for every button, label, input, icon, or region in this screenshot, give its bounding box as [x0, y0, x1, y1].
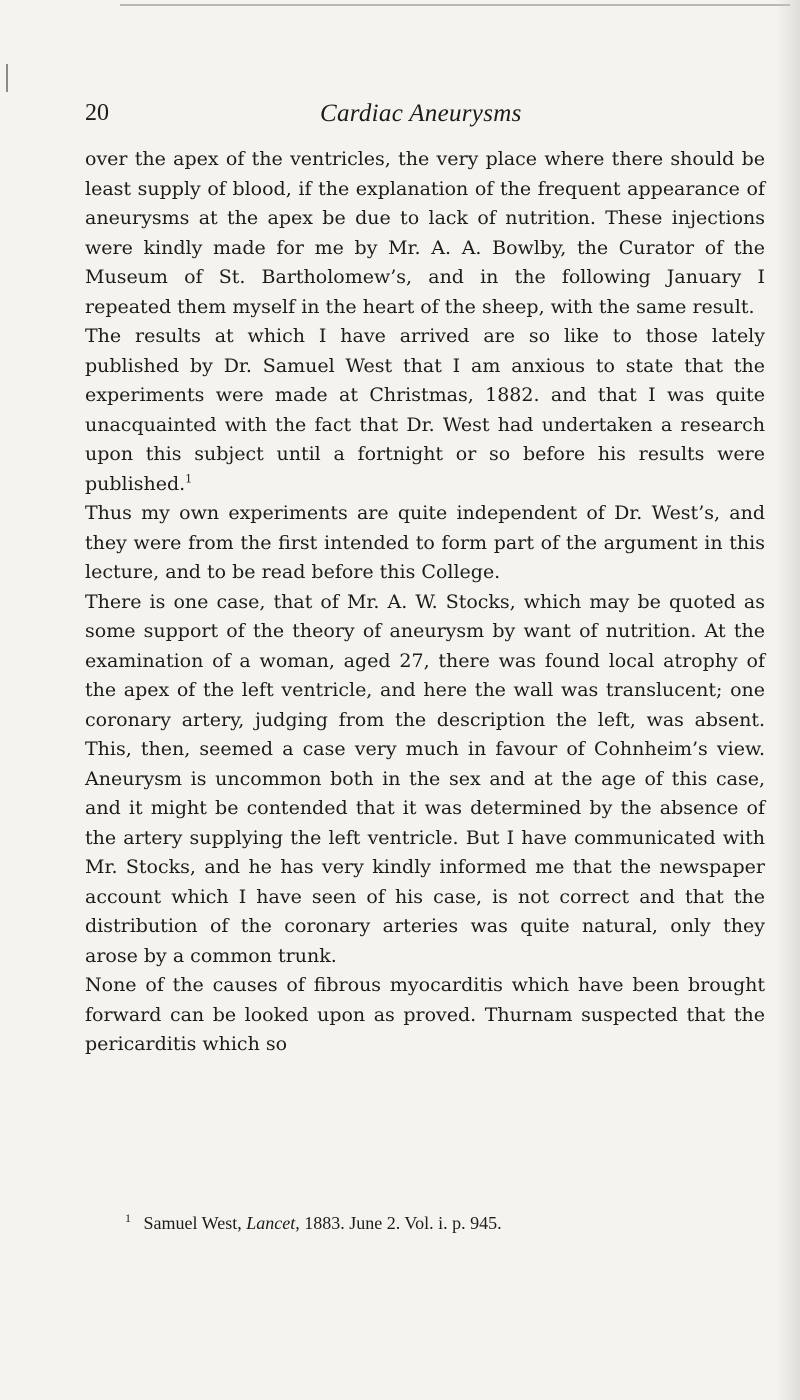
- page-edge-line: [120, 4, 790, 6]
- paragraph-1: over the apex of the ventricles, the very place where there should be least supply of blood, if the explanation of the frequent appearance of aneurysms at the apex be due to lack of nutrition. These injections were kindly made for me by Mr. A. A. Bowlby, the Curator of the Museum of St. Bartholomew’s, and in the following January I repeated them myself in the heart of the sheep, with the same result.: [85, 148, 765, 318]
- footnote-reference: 1: [185, 472, 193, 486]
- footnote-citation: 1883. June 2. Vol. i. p. 945.: [304, 1213, 502, 1233]
- paragraph-2-text: The results at which I have arrived are so like to those lately published by Dr. Samuel West that I am anxious to state that the experiments were made at Christmas, 1882. and that I was quite unacquainted with the fact that Dr. West had undertaken a research upon this subject until a fortnight or so before his results were published.: [85, 325, 765, 495]
- footnote: [85, 1206, 765, 1235]
- page-number: 20: [85, 100, 109, 126]
- footnote-journal: Lancet,: [246, 1213, 300, 1233]
- paragraph-2: [85, 322, 765, 499]
- footnote-author: Samuel West,: [143, 1213, 242, 1233]
- body-text: [85, 145, 765, 1060]
- page-edge-shadow: [776, 0, 800, 1400]
- scan-margin-mark: [6, 64, 8, 92]
- page-header: [0, 100, 800, 140]
- footnote-marker: 1: [125, 1211, 131, 1225]
- paragraph-5: None of the causes of fibrous myocarditis which have been brought forward can be looked upon as proved. Thurnam suspected that the pericarditis which so: [85, 974, 765, 1055]
- paragraph-3: Thus my own experiments are quite independent of Dr. West’s, and they were from the first intended to form part of the argument in this lecture, and to be read before this College.: [85, 502, 765, 583]
- running-head: Cardiac Aneurysms: [320, 100, 522, 127]
- paragraph-4: There is one case, that of Mr. A. W. Stocks, which may be quoted as some support of the theory of aneurysm by want of nutrition. At the examination of a woman, aged 27, there was found local atrophy of the apex of the left ventricle, and here the wall was translucent; one coronary artery, judging from the description the left, was absent. This, then, seemed a case very much in favour of Cohnheim’s view. Aneurysm is uncommon both in the sex and at the age of this case, and it might be contended that it was determined by the absence of the artery supplying the left ventricle. But I have communicated with Mr. Stocks, and he has very kindly informed me that the newspaper account which I have seen of his case, is not correct and that the distribution of the coronary arteries was quite natural, only they arose by a common trunk.: [85, 590, 765, 967]
